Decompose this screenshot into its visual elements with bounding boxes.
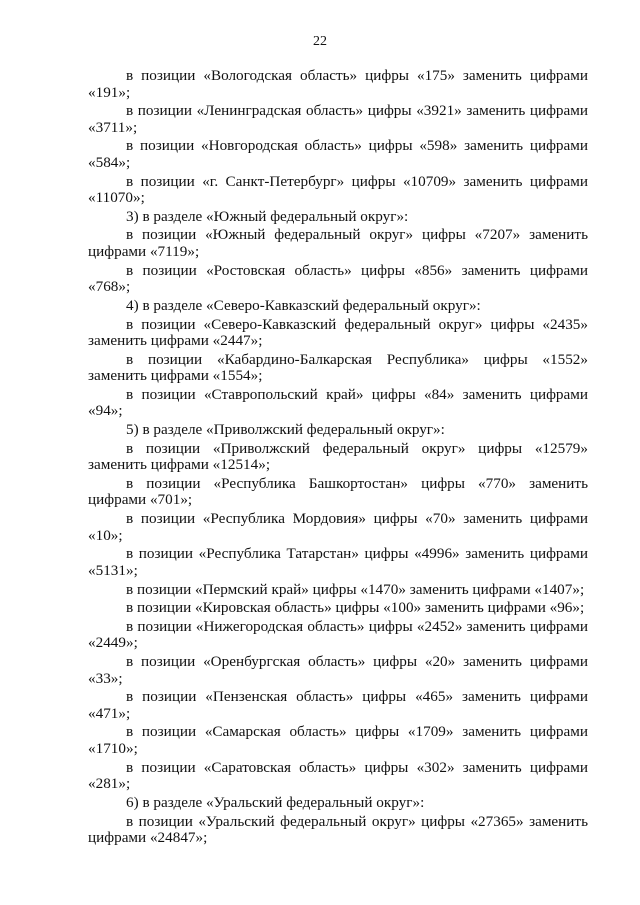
section-heading-4: 4) в разделе «Северо-Кавказский федеральный округ»: xyxy=(126,296,481,314)
paragraph-9: в позиции «Северо-Кавказский федеральный округ» цифры «2435» заменить цифрами «2447»; xyxy=(88,315,588,349)
paragraph-14: в позиции «Республика Башкортостан» цифры «770» заменить цифрами «701»; xyxy=(88,474,588,509)
page-number: 22 xyxy=(313,34,327,49)
paragraph-10: в позиции «Кабардино-Балкарская Республика» цифры «1552» заменить цифрами «1554»; xyxy=(88,350,588,385)
paragraph-16: в позиции «Республика Татарстан» цифры «4996» заменить цифрами «5131»; xyxy=(88,545,588,579)
paragraph-18: в позиции «Кировская область» цифры «100» заменить цифрами «96»; xyxy=(126,599,585,617)
section-heading-6: 6) в разделе «Уральский федеральный округ»: xyxy=(126,793,425,811)
paragraph-21: в позиции «Пензенская область» цифры «465» заменить цифрами «471»; xyxy=(88,688,588,722)
paragraph-13: в позиции «Приволжский федеральный округ» цифры «12579» заменить цифрами «12514»; xyxy=(88,439,588,474)
section-heading-5: 5) в разделе «Приволжский федеральный округ»: xyxy=(126,421,445,439)
paragraph-19: в позиции «Нижегородская область» цифры «2452» заменить цифрами «2449»; xyxy=(88,617,588,652)
paragraph-11: в позиции «Ставропольский край» цифры «84» заменить цифрами «94»; xyxy=(88,385,588,420)
paragraph-6: в позиции «Южный федеральный округ» цифры «7207» заменить цифрами «7119»; xyxy=(88,226,588,260)
paragraph-3: в позиции «Новгородская область» цифры «598» заменить цифрами «584»; xyxy=(88,137,588,171)
paragraph-1: в позиции «Вологодская область» цифры «175» заменить цифрами «191»; xyxy=(88,67,588,101)
paragraph-20: в позиции «Оренбургская область» цифры «20» заменить цифрами «33»; xyxy=(88,653,588,687)
paragraph-2: в позиции «Ленинградская область» цифры «3921» заменить цифрами «3711»; xyxy=(88,102,588,136)
paragraph-17: в позиции «Пермский край» цифры «1470» заменить цифрами «1407»; xyxy=(126,580,585,598)
paragraph-23: в позиции «Саратовская область» цифры «302» заменить цифрами «281»; xyxy=(88,758,588,793)
paragraph-15: в позиции «Республика Мордовия» цифры «70» заменить цифрами «10»; xyxy=(88,510,588,544)
document-body xyxy=(88,68,588,849)
paragraph-25: в позиции «Уральский федеральный округ» цифры «27365» заменить цифрами «24847»; xyxy=(88,812,588,846)
paragraph-22: в позиции «Самарская область» цифры «1709» заменить цифрами «1710»; xyxy=(88,723,588,757)
paragraph-4: в позиции «г. Санкт-Петербург» цифры «10709» заменить цифрами «11070»; xyxy=(88,172,588,207)
paragraph-7: в позиции «Ростовская область» цифры «856» заменить цифрами «768»; xyxy=(88,261,588,296)
section-heading-3: 3) в разделе «Южный федеральный округ»: xyxy=(126,207,409,225)
